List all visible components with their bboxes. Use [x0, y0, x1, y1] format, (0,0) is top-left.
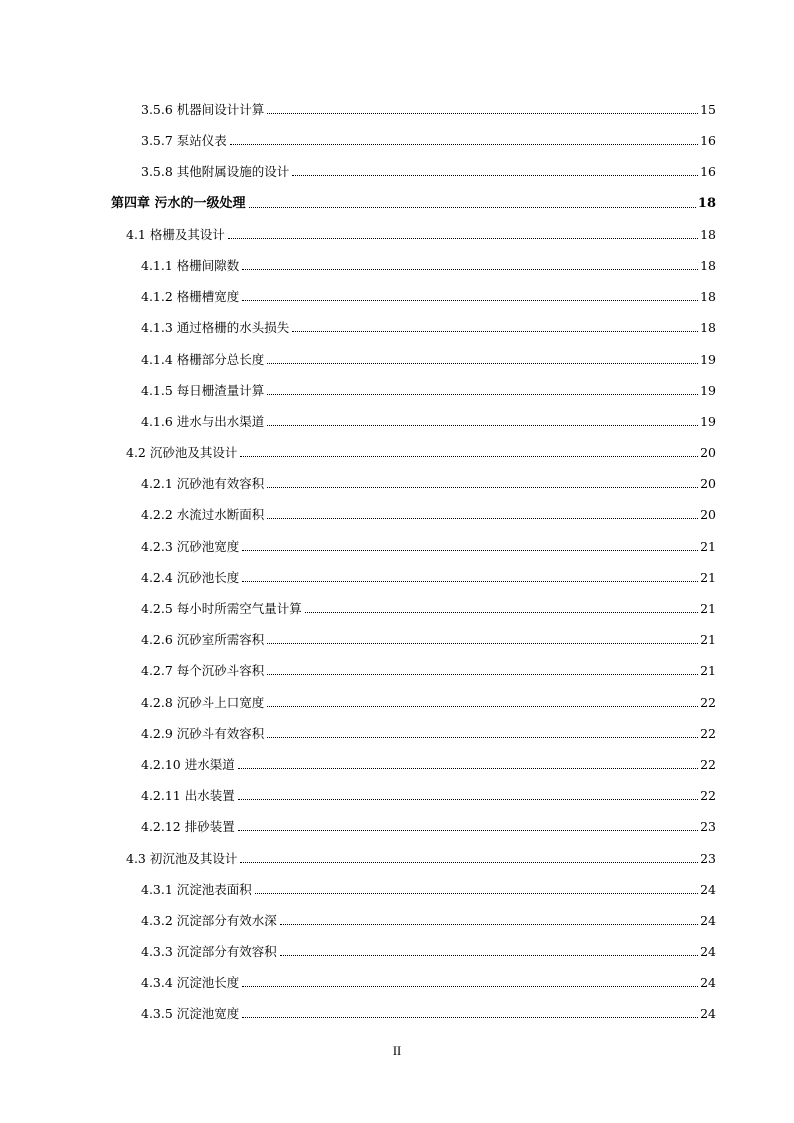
toc-row — [0, 250, 794, 281]
toc-entry[interactable] — [126, 227, 716, 243]
toc-entry-title: 4.3.5 沉淀池宽度 — [141, 1006, 240, 1022]
toc-leader-dots — [280, 923, 698, 925]
toc-entry[interactable] — [141, 414, 716, 430]
toc-leader-dots — [238, 767, 698, 769]
toc-entry[interactable] — [141, 476, 716, 492]
toc-leader-dots — [267, 517, 698, 519]
toc-entry-title: 4.2.11 出水装置 — [141, 788, 235, 804]
toc-entry-page: 24 — [700, 1006, 716, 1022]
toc-entry[interactable] — [141, 788, 716, 804]
toc-leader-dots — [267, 486, 698, 488]
toc-entry-page: 21 — [700, 569, 716, 585]
toc-row — [0, 936, 794, 967]
toc-entry-title: 3.5.6 机器间设计计算 — [141, 102, 265, 117]
toc-leader-dots — [240, 861, 698, 863]
table-of-contents — [0, 94, 794, 1030]
toc-row — [0, 499, 794, 530]
toc-leader-dots — [242, 580, 698, 582]
toc-row — [0, 468, 794, 499]
toc-row — [0, 655, 794, 686]
toc-entry-page: 23 — [700, 819, 716, 835]
toc-entry[interactable] — [141, 164, 716, 180]
toc-entry[interactable] — [141, 944, 716, 960]
toc-row — [0, 562, 794, 593]
toc-entry-page: 18 — [700, 289, 716, 305]
toc-row — [0, 624, 794, 655]
toc-entry-page: 21 — [700, 601, 716, 616]
toc-row — [0, 344, 794, 375]
toc-entry-title: 4.2.7 每个沉砂斗容积 — [141, 663, 265, 679]
toc-entry-page: 20 — [700, 507, 716, 523]
toc-row — [0, 593, 794, 624]
toc-row — [0, 811, 794, 842]
toc-entry-page: 22 — [700, 788, 716, 804]
toc-row — [0, 967, 794, 998]
toc-entry-page: 22 — [700, 694, 716, 710]
toc-entry[interactable] — [141, 975, 716, 991]
toc-leader-dots — [292, 330, 698, 332]
toc-entry[interactable] — [141, 819, 716, 835]
toc-row — [0, 905, 794, 936]
toc-entry-title: 4.1.2 格栅槽宽度 — [141, 289, 240, 305]
toc-entry-page: 16 — [700, 133, 716, 149]
toc-entry-title: 4.2.3 沉砂池宽度 — [141, 538, 240, 554]
toc-entry[interactable] — [141, 913, 716, 929]
toc-row — [0, 843, 794, 874]
toc-entry-title: 4.2.6 沉砂室所需容积 — [141, 632, 265, 648]
toc-entry-title: 4.3.3 沉淀部分有效容积 — [141, 944, 277, 960]
toc-leader-dots — [242, 299, 698, 301]
toc-entry-title: 4.1.1 格栅间隙数 — [141, 257, 240, 273]
toc-entry[interactable] — [126, 445, 716, 461]
toc-leader-dots — [255, 892, 698, 894]
toc-leader-dots — [292, 174, 698, 176]
toc-row — [0, 188, 794, 219]
toc-entry-page: 20 — [700, 445, 716, 461]
toc-entry-title: 4.1.6 进水与出水渠道 — [141, 413, 265, 429]
toc-entry[interactable] — [141, 289, 716, 305]
toc-entry[interactable] — [141, 258, 716, 274]
toc-row — [0, 780, 794, 811]
toc-leader-dots — [238, 798, 698, 800]
toc-row — [0, 406, 794, 437]
toc-entry[interactable] — [141, 632, 716, 648]
toc-entry-title: 4.2.9 沉砂斗有效容积 — [141, 725, 265, 741]
toc-row — [0, 718, 794, 749]
toc-entry[interactable] — [126, 851, 716, 867]
toc-leader-dots — [305, 611, 698, 613]
toc-entry-title: 4.3 初沉池及其设计 — [126, 850, 238, 866]
toc-entry-page: 24 — [700, 944, 716, 960]
toc-row — [0, 874, 794, 905]
toc-leader-dots — [267, 736, 698, 738]
toc-entry-page: 21 — [700, 663, 716, 679]
toc-entry-title: 4.1.5 每日栅渣量计算 — [141, 382, 265, 398]
toc-entry-page: 18 — [697, 195, 716, 211]
toc-leader-dots — [242, 1016, 698, 1018]
toc-leader-dots — [249, 206, 696, 208]
toc-entry-page: 24 — [700, 881, 716, 897]
page-number: II — [392, 1044, 402, 1058]
toc-entry[interactable] — [141, 882, 716, 898]
toc-entry-title: 3.5.7 泵站仪表 — [141, 133, 227, 149]
toc-entry[interactable] — [141, 133, 716, 149]
toc-row — [0, 749, 794, 780]
toc-entry[interactable] — [141, 663, 716, 679]
toc-row — [0, 219, 794, 250]
toc-entry-title: 4.2 沉砂池及其设计 — [126, 445, 238, 461]
toc-entry-page: 22 — [700, 725, 716, 741]
toc-entry-title: 4.1 格栅及其设计 — [126, 226, 225, 242]
toc-entry-page: 18 — [700, 320, 716, 336]
toc-leader-dots — [280, 954, 698, 956]
toc-entry-page: 23 — [700, 850, 716, 866]
toc-leader-dots — [228, 237, 698, 239]
toc-entry-title: 4.2.1 沉砂池有效容积 — [141, 476, 265, 492]
toc-entry-title: 4.2.4 沉砂池长度 — [141, 569, 240, 585]
toc-entry-page: 24 — [700, 912, 716, 928]
toc-leader-dots — [240, 455, 698, 457]
toc-entry-page: 20 — [700, 476, 716, 492]
toc-leader-dots — [230, 143, 698, 145]
toc-row — [0, 375, 794, 406]
toc-row — [0, 687, 794, 718]
toc-row — [0, 437, 794, 468]
toc-entry-title: 4.3.2 沉淀部分有效水深 — [141, 912, 277, 928]
toc-entry-title: 4.3.4 沉淀池长度 — [141, 975, 240, 991]
toc-row — [0, 312, 794, 343]
toc-leader-dots — [238, 829, 698, 831]
toc-leader-dots — [267, 705, 698, 707]
toc-entry-page: 24 — [700, 975, 716, 991]
toc-entry-title: 4.2.2 水流过水断面积 — [141, 507, 265, 523]
toc-entry-page: 15 — [700, 102, 716, 117]
toc-leader-dots — [242, 268, 698, 270]
toc-entry[interactable] — [141, 695, 716, 711]
toc-leader-dots — [242, 549, 698, 551]
toc-entry-page: 19 — [700, 351, 716, 367]
toc-entry[interactable] — [141, 352, 716, 368]
toc-entry-title: 第四章 污水的一级处理 — [111, 195, 246, 211]
toc-leader-dots — [267, 362, 698, 364]
toc-row — [0, 94, 794, 125]
toc-leader-dots — [267, 642, 698, 644]
toc-entry[interactable] — [141, 102, 716, 118]
toc-entry[interactable] — [141, 726, 716, 742]
toc-entry[interactable] — [141, 507, 716, 523]
toc-entry[interactable] — [111, 196, 716, 212]
toc-entry-page: 16 — [700, 164, 716, 180]
toc-entry-page: 22 — [700, 756, 716, 772]
toc-entry[interactable] — [141, 383, 716, 399]
toc-entry[interactable] — [141, 601, 716, 617]
toc-leader-dots — [242, 985, 698, 987]
toc-entry-page: 19 — [700, 413, 716, 429]
toc-entry-page: 21 — [700, 632, 716, 648]
toc-row — [0, 125, 794, 156]
toc-entry[interactable] — [141, 539, 716, 555]
toc-entry[interactable] — [141, 757, 716, 773]
toc-entry-title: 3.5.8 其他附属设施的设计 — [141, 164, 290, 180]
toc-entry-title: 4.1.4 格栅部分总长度 — [141, 351, 265, 367]
toc-leader-dots — [267, 424, 698, 426]
toc-row — [0, 281, 794, 312]
toc-leader-dots — [267, 673, 698, 675]
toc-entry-title: 4.2.10 进水渠道 — [141, 756, 235, 772]
toc-row — [0, 998, 794, 1029]
toc-entry-page: 21 — [700, 538, 716, 554]
toc-entry-title: 4.2.5 每小时所需空气量计算 — [141, 601, 302, 616]
toc-entry-title: 4.2.12 排砂装置 — [141, 819, 235, 835]
toc-entry-title: 4.2.8 沉砂斗上口宽度 — [141, 694, 265, 710]
toc-row — [0, 531, 794, 562]
toc-leader-dots — [267, 112, 698, 114]
toc-row — [0, 156, 794, 187]
toc-entry-title: 4.1.3 通过格栅的水头损失 — [141, 320, 290, 336]
toc-entry-page: 18 — [700, 226, 716, 242]
toc-entry[interactable] — [141, 570, 716, 586]
toc-entry-page: 19 — [700, 382, 716, 398]
toc-entry-page: 18 — [700, 257, 716, 273]
toc-entry[interactable] — [141, 1006, 716, 1022]
toc-entry[interactable] — [141, 320, 716, 336]
toc-leader-dots — [267, 393, 698, 395]
toc-entry-title: 4.3.1 沉淀池表面积 — [141, 881, 252, 897]
